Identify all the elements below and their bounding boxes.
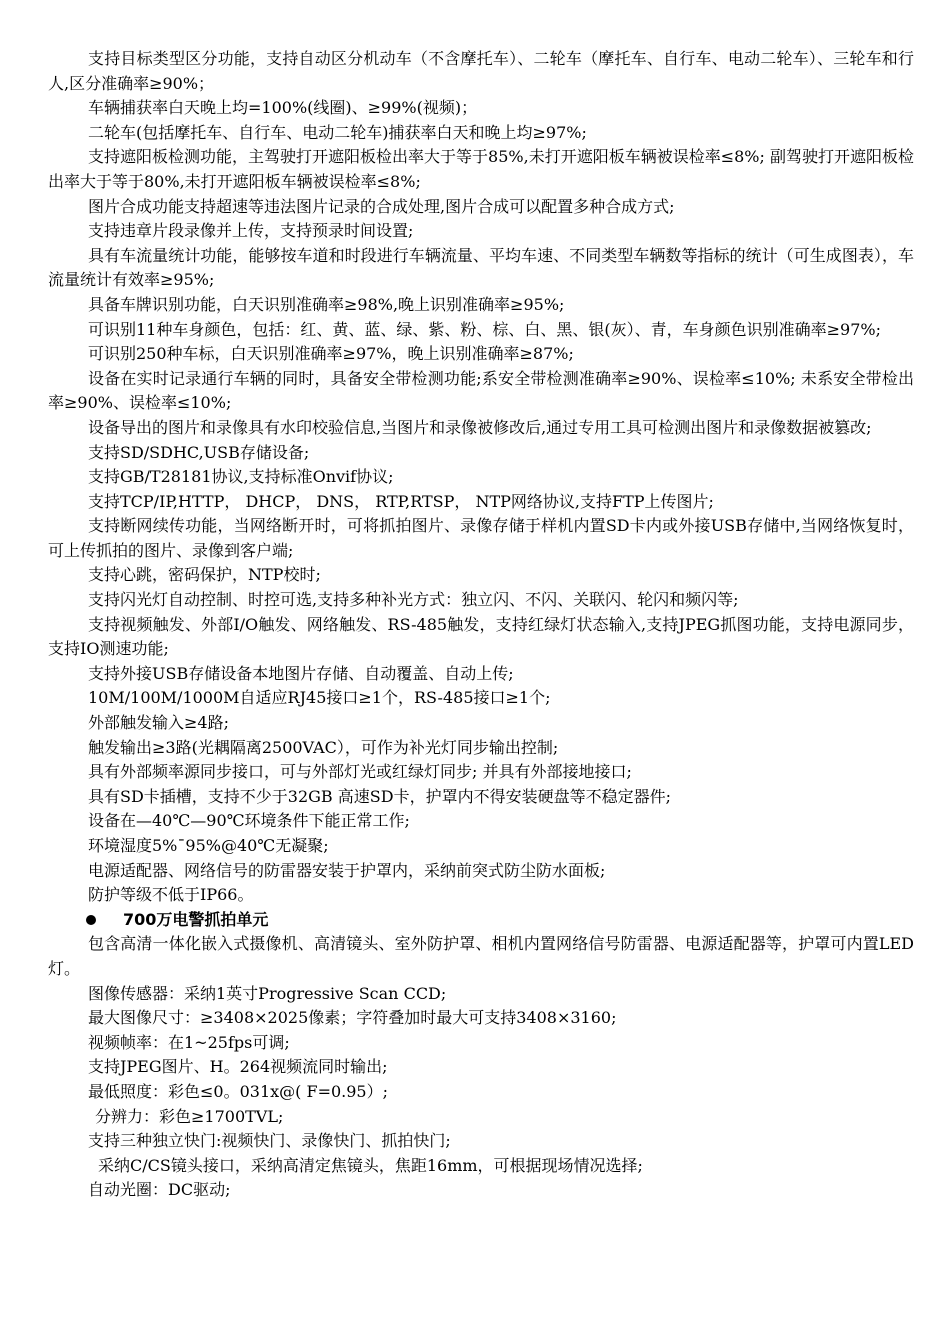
paragraph: 具备车牌识别功能，白天识别准确率≥98%,晚上识别准确率≥95%; <box>88 294 565 314</box>
paragraph: 支持视频触发、外部I/O触发、网络触发、RS-485触发，支持红绿灯状态输入,支持JPEG抓图功能，支持电源同步，支持IO测速功能; <box>48 614 914 659</box>
document-body <box>48 47 914 1203</box>
paragraph: 设备在—40℃—90℃环境条件下能正常工作; <box>88 811 410 831</box>
paragraph: 10M/100M/1000M自适应RJ45接口≥1个，RS-485接口≥1个; <box>88 688 551 708</box>
paragraph: 支持JPEG图片、H。264视频流同时输出; <box>88 1057 388 1077</box>
paragraph: 支持TCP/IP,HTTP， DHCP， DNS， RTP,RTSP， NTP网络协议,支持FTP上传图片; <box>88 491 714 511</box>
section-heading-text: 700万电警抓拍单元 <box>123 909 269 929</box>
paragraph: 支持违章片段录像并上传，支持预录时间设置; <box>88 221 414 241</box>
paragraph: 图像传感器：采纳1英寸Progressive Scan CCD; <box>88 983 447 1003</box>
paragraph: 触发输出≥3路(光耦隔离2500VAC），可作为补光灯同步输出控制; <box>88 737 559 757</box>
paragraph: 设备在实时记录通行车辆的同时，具备安全带检测功能;系安全带检测准确率≥90%、误检率≤10%; 未系安全带检出率≥90%、误检率≤10%; <box>48 368 914 413</box>
paragraph: 支持GB/T28181协议,支持标准Onvif协议; <box>88 467 394 487</box>
paragraph: 外部触发输入≥4路; <box>88 713 229 733</box>
paragraph: 可识别250种车标，白天识别准确率≥97%，晚上识别准确率≥87%; <box>88 344 574 364</box>
paragraph: 支持外接USB存储设备本地图片存储、自动覆盖、自动上传; <box>88 663 514 683</box>
paragraph: 支持心跳，密码保护，NTP校时; <box>88 565 321 585</box>
paragraph: 支持目标类型区分功能，支持自动区分机动车（不含摩托车）、二轮车（摩托车、自行车、电动二轮车）、三轮车和行人,区分准确率≥90%； <box>48 49 914 93</box>
paragraph: 分辨力：彩色≥1700TVL; <box>95 1106 284 1126</box>
paragraph: 视频帧率：在1~25fps可调; <box>88 1032 290 1052</box>
paragraph: 采纳C/CS镜头接口，采纳高清定焦镜头，焦距16mm，可根据现场情况选择; <box>98 1155 643 1175</box>
paragraph: 包含高清一体化嵌入式摄像机、高清镜头、室外防护罩、相机内置网络信号防雷器、电源适配器等，护罩可内置LED灯。 <box>48 934 914 978</box>
paragraph: 支持断网续传功能，当网络断开时，可将抓拍图片、录像存储于样机内置SD卡内或外接USB存储中,当网络恢复时，可上传抓拍的图片、录像到客户端; <box>48 516 914 560</box>
bullet-icon <box>86 915 96 925</box>
paragraph: 最大图像尺寸：≥3408×2025像素；字符叠加时最大可支持3408×3160; <box>88 1008 617 1028</box>
paragraph: 支持闪光灯自动控制、时控可选,支持多种补光方式：独立闪、不闪、关联闪、轮闪和频闪等; <box>88 590 739 610</box>
paragraph: 二轮车(包括摩托车、自行车、电动二轮车)捕获率白天和晚上均≥97%; <box>88 122 587 142</box>
paragraph: 可识别11种车身颜色，包括：红、黄、蓝、绿、紫、粉、棕、白、黑、银(灰）、青，车身颜色识别准确率≥97%; <box>88 319 881 339</box>
paragraph: 支持SD/SDHC,USB存储设备; <box>88 442 310 462</box>
paragraph: 支持遮阳板检测功能，主驾驶打开遮阳板检出率大于等于85%,未打开遮阳板车辆被误检率≤8%; 副驾驶打开遮阳板检出率大于等于80%,未打开遮阳板车辆被误检率≤8%; <box>48 147 914 191</box>
paragraph: 支持三种独立快门:视频快门、录像快门、抓拍快门; <box>88 1131 451 1151</box>
section-heading <box>48 908 914 933</box>
paragraph: 图片合成功能支持超速等违法图片记录的合成处理,图片合成可以配置多种合成方式; <box>88 196 675 216</box>
paragraph: 防护等级不低于IP66。 <box>88 885 254 905</box>
paragraph: 电源适配器、网络信号的防雷器安装于护罩内，采纳前突式防尘防水面板; <box>88 860 606 880</box>
paragraph: 具有SD卡插槽，支持不少于32GB 高速SD卡，护罩内不得安装硬盘等不稳定器件; <box>88 786 671 806</box>
paragraph: 具有车流量统计功能，能够按车道和时段进行车辆流量、平均车速、不同类型车辆数等指标的统计（可生成图表），车流量统计有效率≥95%; <box>48 245 914 290</box>
paragraph: 车辆捕获率白天晚上均=100%(线圈)、≥99%(视频)； <box>88 98 478 118</box>
paragraph: 环境湿度5%¯95%@40℃无凝聚; <box>88 836 329 855</box>
paragraph: 自动光圈：DC驱动; <box>88 1180 231 1200</box>
paragraph: 具有外部频率源同步接口，可与外部灯光或红绿灯同步; 并具有外部接地接口; <box>88 762 632 782</box>
paragraph: 设备导出的图片和录像具有水印校验信息,当图片和录像被修改后,通过专用工具可检测出图片和录像数据被篡改; <box>88 417 872 437</box>
paragraph: 最低照度：彩色≤0。031x@( F=0.95）; <box>88 1081 389 1101</box>
